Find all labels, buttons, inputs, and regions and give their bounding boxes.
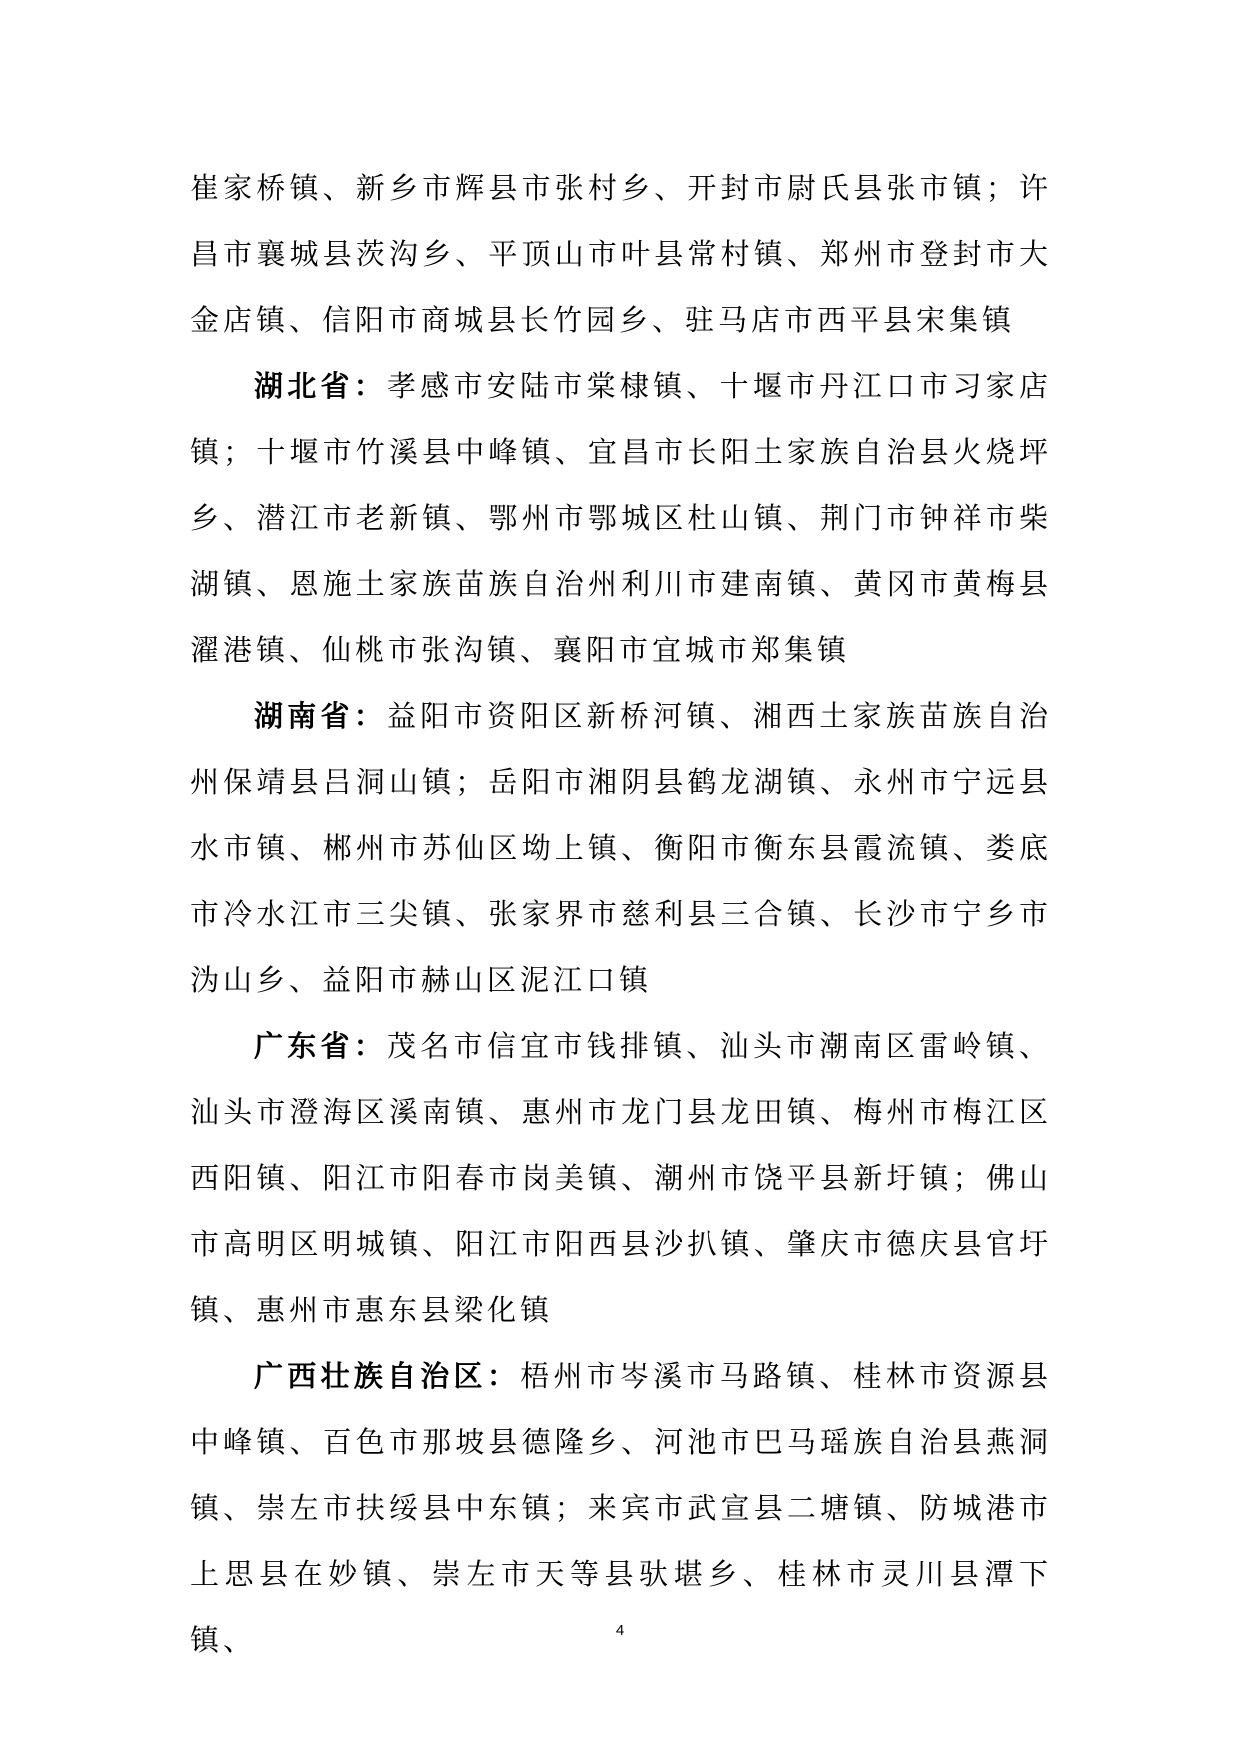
paragraph-text: 益阳市资阳区新桥河镇、湘西土家族苗族自治州保靖县吕洞山镇；岳阳市湘阴县鹤龙湖镇、永州市宁远县水市镇、郴州市苏仙区坳上镇、衡阳市衡东县霞流镇、娄底市冷水江市三尖镇、张家界市慈利县三合镇、长沙市宁乡市沩山乡、益阳市赫山区泥江口镇	[190, 699, 1052, 997]
paragraph-hunan	[190, 683, 1052, 1013]
paragraph-text: 梧州市岑溪市马路镇、桂林市资源县中峰镇、百色市那坡县德隆乡、河池市巴马瑶族自治县燕洞镇、崇左市扶绥县中东镇；来宾市武宣县二塘镇、防城港市上思县在妙镇、崇左市天等县驮堪乡、桂林市灵川县潭下镇、	[190, 1359, 1052, 1657]
document-body	[190, 155, 1052, 1673]
province-label-hunan: 湖南省：	[254, 699, 388, 733]
province-label-guangdong: 广东省：	[254, 1029, 388, 1063]
province-label-guangxi: 广西壮族自治区：	[254, 1359, 521, 1393]
paragraph-guangdong	[190, 1013, 1052, 1343]
paragraph-text: 茂名市信宜市钱排镇、汕头市潮南区雷岭镇、汕头市澄海区溪南镇、惠州市龙门县龙田镇、梅州市梅江区西阳镇、阳江市阳春市岗美镇、潮州市饶平县新圩镇；佛山市高明区明城镇、阳江市阳西县沙扒镇、肇庆市德庆县官圩镇、惠州市惠东县梁化镇	[190, 1029, 1052, 1327]
paragraph-text: 孝感市安陆市棠棣镇、十堰市丹江口市习家店镇；十堰市竹溪县中峰镇、宜昌市长阳土家族自治县火烧坪乡、潜江市老新镇、鄂州市鄂城区杜山镇、荆门市钟祥市柴湖镇、恩施土家族苗族自治州利川市建南镇、黄冈市黄梅县濯港镇、仙桃市张沟镇、襄阳市宜城市郑集镇	[190, 369, 1052, 667]
paragraph-hubei	[190, 353, 1052, 683]
paragraph-text: 崔家桥镇、新乡市辉县市张村乡、开封市尉氏县张市镇；许昌市襄城县茨沟乡、平顶山市叶县常村镇、郑州市登封市大金店镇、信阳市商城县长竹园乡、驻马店市西平县宋集镇	[190, 171, 1052, 337]
paragraph-henan-continued	[190, 155, 1052, 353]
page-number: 4	[615, 1622, 625, 1639]
province-label-hubei: 湖北省：	[254, 369, 388, 403]
